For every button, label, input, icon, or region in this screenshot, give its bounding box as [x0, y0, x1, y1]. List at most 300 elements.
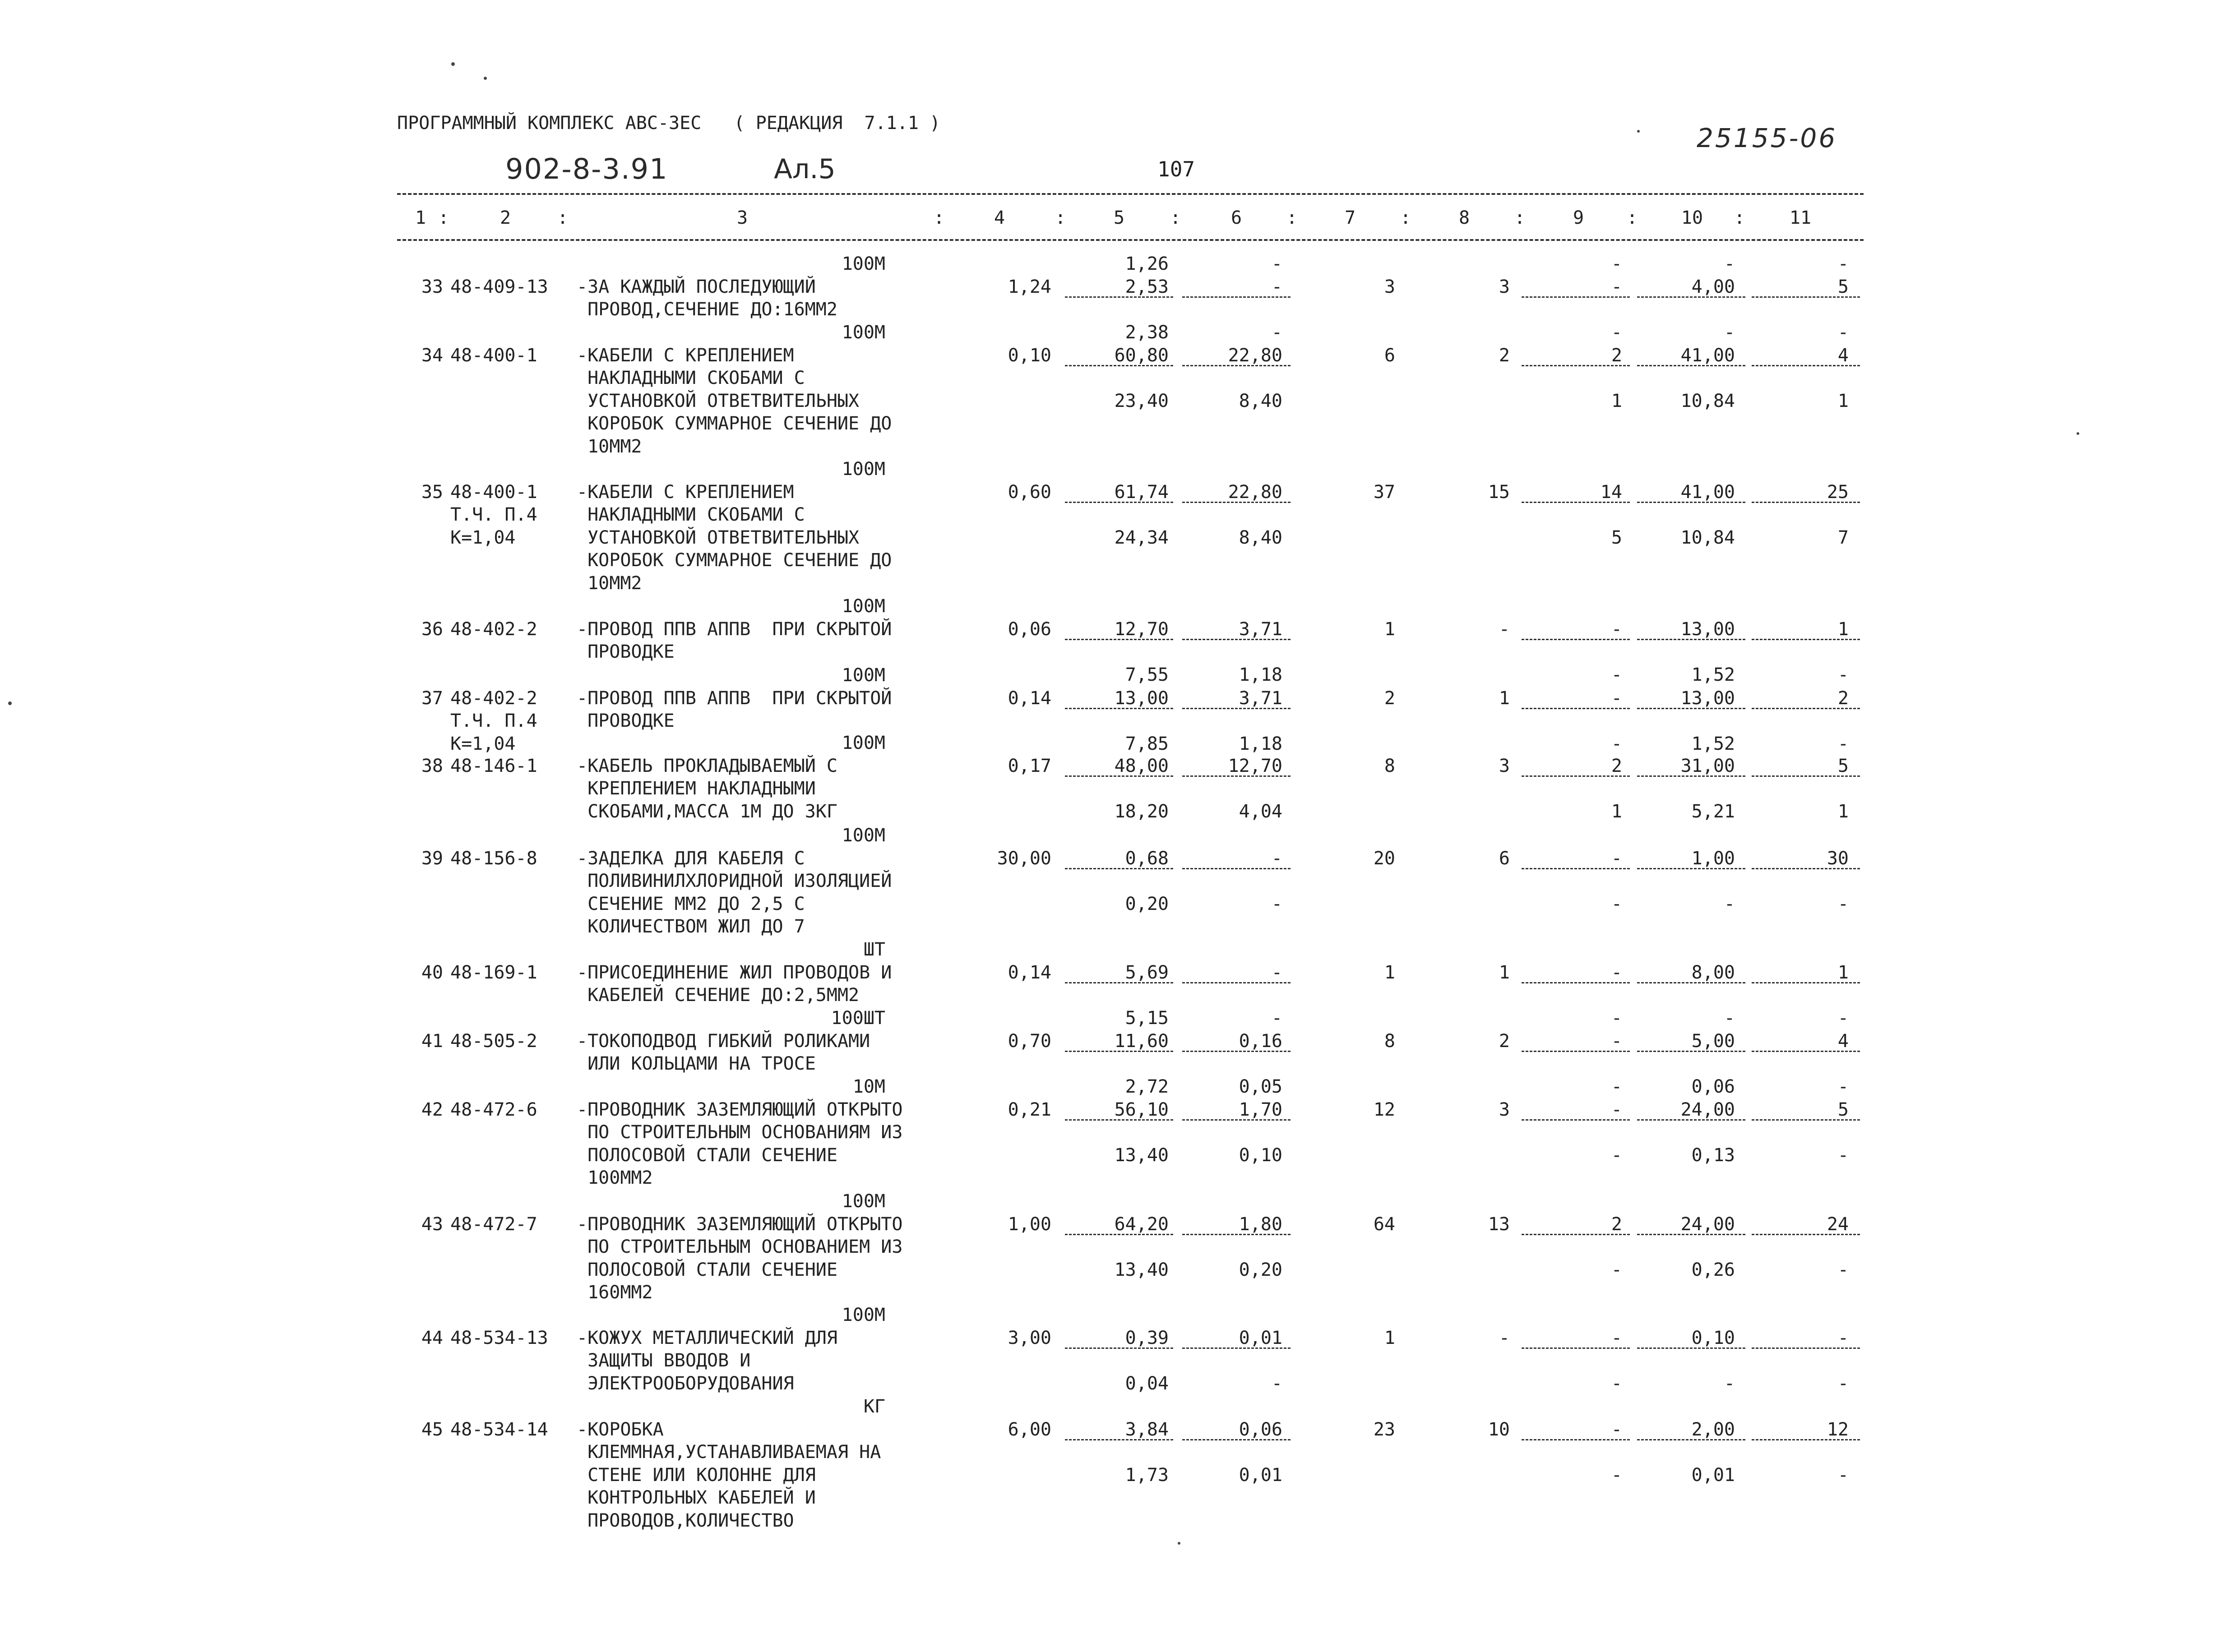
scan-speck [484, 77, 487, 80]
item-number: 36 [421, 618, 443, 640]
row-separator [1522, 365, 1630, 366]
row-separator [1637, 502, 1745, 503]
value-c11: 25 [1827, 481, 1849, 503]
column-header-4: 4 [994, 208, 1005, 228]
value-c10: 24,00 [1680, 1214, 1735, 1235]
value-c11: 2 [1837, 688, 1849, 709]
row-separator [1182, 982, 1291, 983]
value-c10: 1,52 [1691, 664, 1735, 685]
item-code: 48-505-2 [450, 1030, 537, 1052]
column-header-1: 1 [415, 208, 426, 228]
value-col7: 64 [1373, 1214, 1395, 1235]
row-separator [1752, 868, 1860, 869]
row-separator [1065, 708, 1173, 709]
value-c6: - [1271, 848, 1282, 869]
value-c5: 0,04 [1125, 1373, 1169, 1394]
item-code: 48-402-2 [450, 618, 537, 640]
value-col8: - [1499, 1327, 1510, 1348]
unit-of-measure: 100М [842, 459, 885, 480]
row-separator [1637, 1347, 1745, 1349]
item-description: КОНТРОЛЬНЫХ КАБЕЛЕЙ И [577, 1487, 816, 1508]
unit-of-measure: 100ШТ [831, 1008, 885, 1029]
value-c5: 3,84 [1125, 1419, 1169, 1440]
value-c6: - [1271, 276, 1282, 297]
column-separator: : [438, 208, 449, 228]
row-separator [1182, 1439, 1291, 1440]
row-separator [1065, 296, 1173, 298]
value-c9: - [1611, 733, 1622, 754]
value-col8: 10 [1488, 1419, 1510, 1440]
row-separator [1752, 1234, 1860, 1235]
item-description: 10ММ2 [577, 572, 642, 594]
row-separator [1182, 502, 1291, 503]
row-separator [1182, 868, 1291, 869]
row-separator [1522, 1439, 1630, 1440]
column-separator: : [1170, 208, 1181, 228]
value-c5: 5,69 [1125, 962, 1169, 983]
value-c10: 0,10 [1691, 1327, 1735, 1348]
program-header: ПРОГРАММНЫЙ КОМПЛЕКС АВС-3ЕС ( РЕДАКЦИЯ 7.1.1 ) [397, 113, 941, 134]
value-c5: 0,68 [1125, 848, 1169, 869]
value-col8: 1 [1499, 688, 1510, 709]
value-c6: 3,71 [1239, 688, 1282, 709]
scan-speck [8, 701, 12, 705]
item-number: 40 [421, 962, 443, 983]
item-description: ЭЛЕКТРООБОРУДОВАНИЯ [577, 1373, 794, 1394]
item-number: 42 [421, 1099, 443, 1120]
value-c5: 24,34 [1114, 527, 1169, 548]
row-separator [1065, 1051, 1173, 1052]
item-description: НАКЛАДНЫМИ СКОБАМИ С [577, 368, 805, 388]
row-separator [1522, 868, 1630, 869]
value-c6: 0,10 [1239, 1144, 1282, 1166]
item-number: 38 [421, 755, 443, 776]
value-c9: 1 [1611, 801, 1622, 822]
item-number: 37 [421, 688, 443, 709]
item-description: -КОРОБКА [577, 1419, 664, 1440]
value-col8: 1 [1499, 962, 1510, 983]
header-rule-bottom [397, 239, 1864, 241]
value-c10: 31,00 [1680, 755, 1735, 776]
item-code: Т.Ч. П.4 [450, 504, 537, 525]
item-description: УСТАНОВКОЙ ОТВЕТВИТЕЛЬНЫХ [577, 390, 860, 411]
value-col7: 12 [1373, 1099, 1395, 1120]
value-c11: - [1837, 733, 1849, 754]
row-separator [1752, 639, 1860, 640]
row-separator [1637, 365, 1745, 366]
value-c11: - [1837, 1007, 1849, 1029]
quantity-value: 0,17 [1008, 755, 1051, 776]
row-separator [1182, 1234, 1291, 1235]
value-c6: 1,18 [1239, 664, 1282, 685]
value-c10: 10,84 [1680, 527, 1735, 548]
unit-of-measure: ШТ [863, 939, 885, 960]
unit-of-measure: КГ [863, 1396, 885, 1417]
value-c10: 8,00 [1691, 962, 1735, 983]
value-c9: - [1611, 276, 1622, 297]
value-c6: 3,71 [1239, 618, 1282, 640]
value-col8: - [1499, 618, 1510, 640]
item-description: -ЗА КАЖДЫЙ ПОСЛЕДУЮЩИЙ [577, 276, 816, 297]
value-c9: - [1611, 1373, 1622, 1394]
row-separator [1065, 775, 1173, 777]
value-c5: 7,85 [1125, 733, 1169, 754]
value-c9: 2 [1611, 345, 1622, 366]
value-col7: 2 [1384, 688, 1395, 709]
value-col7: 37 [1373, 481, 1395, 503]
scan-speck [451, 62, 455, 66]
row-separator [1182, 296, 1291, 298]
value-c6: 0,05 [1239, 1076, 1282, 1097]
row-separator [1637, 1439, 1745, 1440]
value-c6: 8,40 [1239, 390, 1282, 411]
value-c11: 1 [1837, 618, 1849, 640]
item-number: 45 [421, 1419, 443, 1440]
item-description: КОРОБОК СУММАРНОЕ СЕЧЕНИЕ ДО [577, 550, 892, 571]
item-code: 48-534-13 [450, 1327, 548, 1348]
column-separator: : [1626, 208, 1638, 228]
row-separator [1182, 775, 1291, 777]
value-c5: 5,15 [1125, 1007, 1169, 1029]
item-description: ИЛИ КОЛЬЦАМИ НА ТРОСЕ [577, 1053, 816, 1074]
document-number: 25155-06 [1697, 123, 1837, 153]
value-c9: - [1611, 1464, 1622, 1486]
value-c10: 5,00 [1691, 1030, 1735, 1052]
value-c9: - [1611, 618, 1622, 640]
value-c11: - [1837, 254, 1849, 274]
row-separator [1752, 982, 1860, 983]
row-separator [1065, 868, 1173, 869]
row-separator [1182, 639, 1291, 640]
item-code: 48-472-7 [450, 1214, 537, 1235]
value-c5: 23,40 [1114, 390, 1169, 411]
value-c9: 5 [1611, 527, 1622, 548]
value-c6: 0,16 [1239, 1030, 1282, 1052]
value-c11: 30 [1827, 848, 1849, 869]
value-c10: 5,21 [1691, 801, 1735, 822]
row-separator [1065, 1439, 1173, 1440]
row-separator [1522, 708, 1630, 709]
quantity-value: 30,00 [997, 848, 1051, 869]
item-description: КОЛИЧЕСТВОМ ЖИЛ ДО 7 [577, 916, 805, 937]
item-description: -КОЖУХ МЕТАЛЛИЧЕСКИЙ ДЛЯ [577, 1327, 837, 1348]
value-col8: 6 [1499, 848, 1510, 869]
unit-of-measure: 100М [842, 322, 885, 343]
value-c9: - [1611, 254, 1622, 274]
unit-of-measure: 10М [852, 1076, 885, 1097]
row-separator [1637, 868, 1745, 869]
value-c6: 0,06 [1239, 1419, 1282, 1440]
item-description: КЛЕММНАЯ,УСТАНАВЛИВАЕМАЯ НА [577, 1442, 881, 1463]
value-c6: 0,20 [1239, 1259, 1282, 1280]
row-separator [1065, 365, 1173, 366]
value-c5: 13,40 [1114, 1144, 1169, 1166]
item-description: КРЕПЛЕНИЕМ НАКЛАДНЫМИ [577, 778, 816, 799]
value-c6: 0,01 [1239, 1327, 1282, 1348]
value-c10: 1,52 [1691, 733, 1735, 754]
row-separator [1182, 708, 1291, 709]
value-c11: 1 [1837, 390, 1849, 411]
value-c10: - [1724, 1007, 1735, 1029]
value-c10: 13,00 [1680, 688, 1735, 709]
quantity-value: 0,14 [1008, 688, 1051, 709]
value-c5: 2,53 [1125, 276, 1169, 297]
row-separator [1752, 1347, 1860, 1349]
value-c6: - [1271, 962, 1282, 983]
item-description: ПОЛОСОВОЙ СТАЛИ СЕЧЕНИЕ [577, 1259, 837, 1280]
row-separator [1522, 1119, 1630, 1121]
value-c6: 22,80 [1228, 345, 1282, 366]
value-c11: - [1837, 1464, 1849, 1486]
value-col8: 15 [1488, 481, 1510, 503]
item-description: ПРОВОД,СЕЧЕНИЕ ДО:16ММ2 [577, 299, 837, 320]
value-c5: 0,20 [1125, 893, 1169, 914]
value-c5: 18,20 [1114, 801, 1169, 822]
item-description: -ПРОВОДНИК ЗАЗЕМЛЯЮЩИЙ ОТКРЫТО [577, 1214, 903, 1235]
unit-of-measure: 100М [842, 254, 885, 274]
unit-of-measure: 100М [842, 733, 885, 753]
value-col8: 2 [1499, 1030, 1510, 1052]
value-c10: 0,06 [1691, 1076, 1735, 1097]
item-description: ПРОВОДКЕ [577, 711, 675, 731]
quantity-value: 1,00 [1008, 1214, 1051, 1235]
value-c10: 10,84 [1680, 390, 1735, 411]
item-code: 48-400-1 [450, 345, 537, 366]
column-header-6: 6 [1231, 208, 1242, 228]
quantity-value: 0,60 [1008, 481, 1051, 503]
item-code: 48-146-1 [450, 755, 537, 776]
quantity-value: 0,70 [1008, 1030, 1051, 1052]
quantity-value: 1,24 [1008, 276, 1051, 297]
value-col7: 1 [1384, 618, 1395, 640]
item-number: 33 [421, 276, 443, 297]
value-c9: - [1611, 1099, 1622, 1120]
value-col8: 2 [1499, 345, 1510, 366]
unit-of-measure: 100М [842, 596, 885, 617]
value-c6: 0,01 [1239, 1464, 1282, 1486]
value-c9: - [1611, 688, 1622, 709]
value-c11: 12 [1827, 1419, 1849, 1440]
row-separator [1752, 296, 1860, 298]
value-col8: 13 [1488, 1214, 1510, 1235]
item-number: 43 [421, 1214, 443, 1235]
value-c9: - [1611, 893, 1622, 914]
row-separator [1752, 1439, 1860, 1440]
value-c5: 7,55 [1125, 664, 1169, 685]
item-code: 48-156-8 [450, 848, 537, 869]
value-c9: - [1611, 848, 1622, 869]
item-description: -КАБЕЛИ С КРЕПЛЕНИЕМ [577, 345, 794, 366]
value-c10: 4,00 [1691, 276, 1735, 297]
quantity-value: 0,06 [1008, 618, 1051, 640]
value-col7: 3 [1384, 276, 1395, 297]
item-code: 48-534-14 [450, 1419, 548, 1440]
value-c10: 41,00 [1680, 481, 1735, 503]
value-c10: 1,00 [1691, 848, 1735, 869]
value-c9: 1 [1611, 390, 1622, 411]
value-c9: - [1611, 1144, 1622, 1166]
value-c11: - [1837, 1327, 1849, 1348]
row-separator [1637, 639, 1745, 640]
column-header-9: 9 [1573, 208, 1584, 228]
item-description: СЕЧЕНИЕ ММ2 ДО 2,5 С [577, 893, 805, 914]
column-separator: : [1286, 208, 1298, 228]
column-header-5: 5 [1113, 208, 1125, 228]
row-separator [1637, 1119, 1745, 1121]
value-c9: - [1611, 322, 1622, 343]
value-c10: 13,00 [1680, 618, 1735, 640]
value-c6: - [1271, 893, 1282, 914]
item-description: КОРОБОК СУММАРНОЕ СЕЧЕНИЕ ДО [577, 413, 892, 434]
value-c6: - [1271, 1007, 1282, 1029]
item-description: ПРОВОДОВ,КОЛИЧЕСТВО [577, 1510, 794, 1531]
column-header-7: 7 [1344, 208, 1356, 228]
row-separator [1752, 502, 1860, 503]
value-c10: 24,00 [1680, 1099, 1735, 1120]
item-description: -ЗАДЕЛКА ДЛЯ КАБЕЛЯ С [577, 848, 805, 869]
item-description: ПОЛИВИНИЛХЛОРИДНОЙ ИЗОЛЯЦИЕЙ [577, 871, 892, 891]
row-separator [1522, 1347, 1630, 1349]
value-c5: 0,39 [1125, 1327, 1169, 1348]
value-c9: - [1611, 1007, 1622, 1029]
value-c10: - [1724, 893, 1735, 914]
value-c9: - [1611, 962, 1622, 983]
value-c9: - [1611, 1419, 1622, 1440]
unit-of-measure: 100М [842, 665, 885, 686]
value-c6: 1,70 [1239, 1099, 1282, 1120]
column-header-8: 8 [1458, 208, 1470, 228]
value-col8: 3 [1499, 755, 1510, 776]
value-c5: 60,80 [1114, 345, 1169, 366]
row-separator [1752, 775, 1860, 777]
row-separator [1065, 1347, 1173, 1349]
value-col7: 23 [1373, 1419, 1395, 1440]
item-code: 48-472-6 [450, 1099, 537, 1120]
value-c11: 5 [1837, 1099, 1849, 1120]
value-c6: 1,80 [1239, 1214, 1282, 1235]
value-c9: - [1611, 664, 1622, 685]
value-c9: 2 [1611, 1214, 1622, 1235]
column-header-2: 2 [500, 208, 511, 228]
item-description: -ПРИСОЕДИНЕНИЕ ЖИЛ ПРОВОДОВ И [577, 962, 892, 983]
item-code: 48-402-2 [450, 688, 537, 709]
value-c11: 5 [1837, 755, 1849, 776]
value-c5: 56,10 [1114, 1099, 1169, 1120]
item-code: 48-400-1 [450, 481, 537, 503]
quantity-value: 6,00 [1008, 1419, 1051, 1440]
column-separator: : [557, 208, 569, 228]
value-c5: 11,60 [1114, 1030, 1169, 1052]
value-c6: 12,70 [1228, 755, 1282, 776]
value-c5: 2,72 [1125, 1076, 1169, 1097]
value-c9: 2 [1611, 755, 1622, 776]
page-number: 107 [1157, 157, 1195, 181]
row-separator [1637, 775, 1745, 777]
value-c10: - [1724, 254, 1735, 274]
row-separator [1065, 502, 1173, 503]
row-separator [1522, 1051, 1630, 1052]
column-separator: : [1055, 208, 1066, 228]
value-c10: 0,13 [1691, 1144, 1735, 1166]
quantity-value: 0,21 [1008, 1099, 1051, 1120]
row-separator [1752, 708, 1860, 709]
row-separator [1182, 1119, 1291, 1121]
value-c6: 4,04 [1239, 801, 1282, 822]
value-c5: 48,00 [1114, 755, 1169, 776]
item-code: 48-409-13 [450, 276, 548, 297]
scan-speck [2077, 432, 2079, 435]
item-description: 100ММ2 [577, 1167, 653, 1188]
value-col7: 6 [1384, 345, 1395, 366]
value-c5: 2,38 [1125, 322, 1169, 343]
row-separator [1065, 1234, 1173, 1235]
value-c6: 1,18 [1239, 733, 1282, 754]
column-separator: : [1734, 208, 1745, 228]
item-code: К=1,04 [450, 733, 516, 754]
value-c5: 1,73 [1125, 1464, 1169, 1486]
column-separator: : [933, 208, 945, 228]
scan-speck [1178, 1542, 1180, 1545]
item-code: Т.Ч. П.4 [450, 711, 537, 731]
value-c11: 1 [1837, 801, 1849, 822]
quantity-value: 3,00 [1008, 1327, 1051, 1348]
value-c11: - [1837, 1259, 1849, 1280]
row-separator [1637, 296, 1745, 298]
value-col7: 20 [1373, 848, 1395, 869]
value-c10: 2,00 [1691, 1419, 1735, 1440]
value-c10: - [1724, 322, 1735, 343]
value-c5: 64,20 [1114, 1214, 1169, 1235]
item-number: 34 [421, 345, 443, 366]
item-description: -ПРОВОД ППВ АППВ ПРИ СКРЫТОЙ [577, 688, 892, 709]
value-c9: - [1611, 1327, 1622, 1348]
row-separator [1752, 365, 1860, 366]
item-description: -КАБЕЛИ С КРЕПЛЕНИЕМ [577, 481, 794, 503]
item-description: -ПРОВОД ППВ АППВ ПРИ СКРЫТОЙ [577, 618, 892, 640]
column-header-11: 11 [1789, 208, 1812, 228]
row-separator [1522, 296, 1630, 298]
row-separator [1065, 1119, 1173, 1121]
value-c9: - [1611, 1259, 1622, 1280]
value-c11: - [1837, 322, 1849, 343]
scan-speck [1637, 130, 1640, 133]
column-header-3: 3 [736, 208, 748, 228]
value-c5: 1,26 [1125, 254, 1169, 274]
row-separator [1522, 775, 1630, 777]
row-separator [1182, 1051, 1291, 1052]
item-number: 44 [421, 1327, 443, 1348]
item-code: К=1,04 [450, 527, 516, 548]
item-description: 160ММ2 [577, 1282, 653, 1303]
unit-of-measure: 100М [842, 825, 885, 846]
row-separator [1752, 1051, 1860, 1052]
value-c11: - [1837, 664, 1849, 685]
unit-of-measure: 100М [842, 1191, 885, 1212]
value-c10: 0,01 [1691, 1464, 1735, 1486]
value-c10: - [1724, 1373, 1735, 1394]
value-c11: - [1837, 1373, 1849, 1394]
item-number: 39 [421, 848, 443, 869]
header-rule-top [397, 193, 1864, 195]
row-separator [1637, 1234, 1745, 1235]
row-separator [1522, 982, 1630, 983]
row-separator [1522, 639, 1630, 640]
value-c11: 5 [1837, 276, 1849, 297]
item-description: УСТАНОВКОЙ ОТВЕТВИТЕЛЬНЫХ [577, 527, 860, 548]
row-separator [1182, 365, 1291, 366]
sheet-label: Ал.5 [774, 153, 836, 185]
value-c6: - [1271, 254, 1282, 274]
